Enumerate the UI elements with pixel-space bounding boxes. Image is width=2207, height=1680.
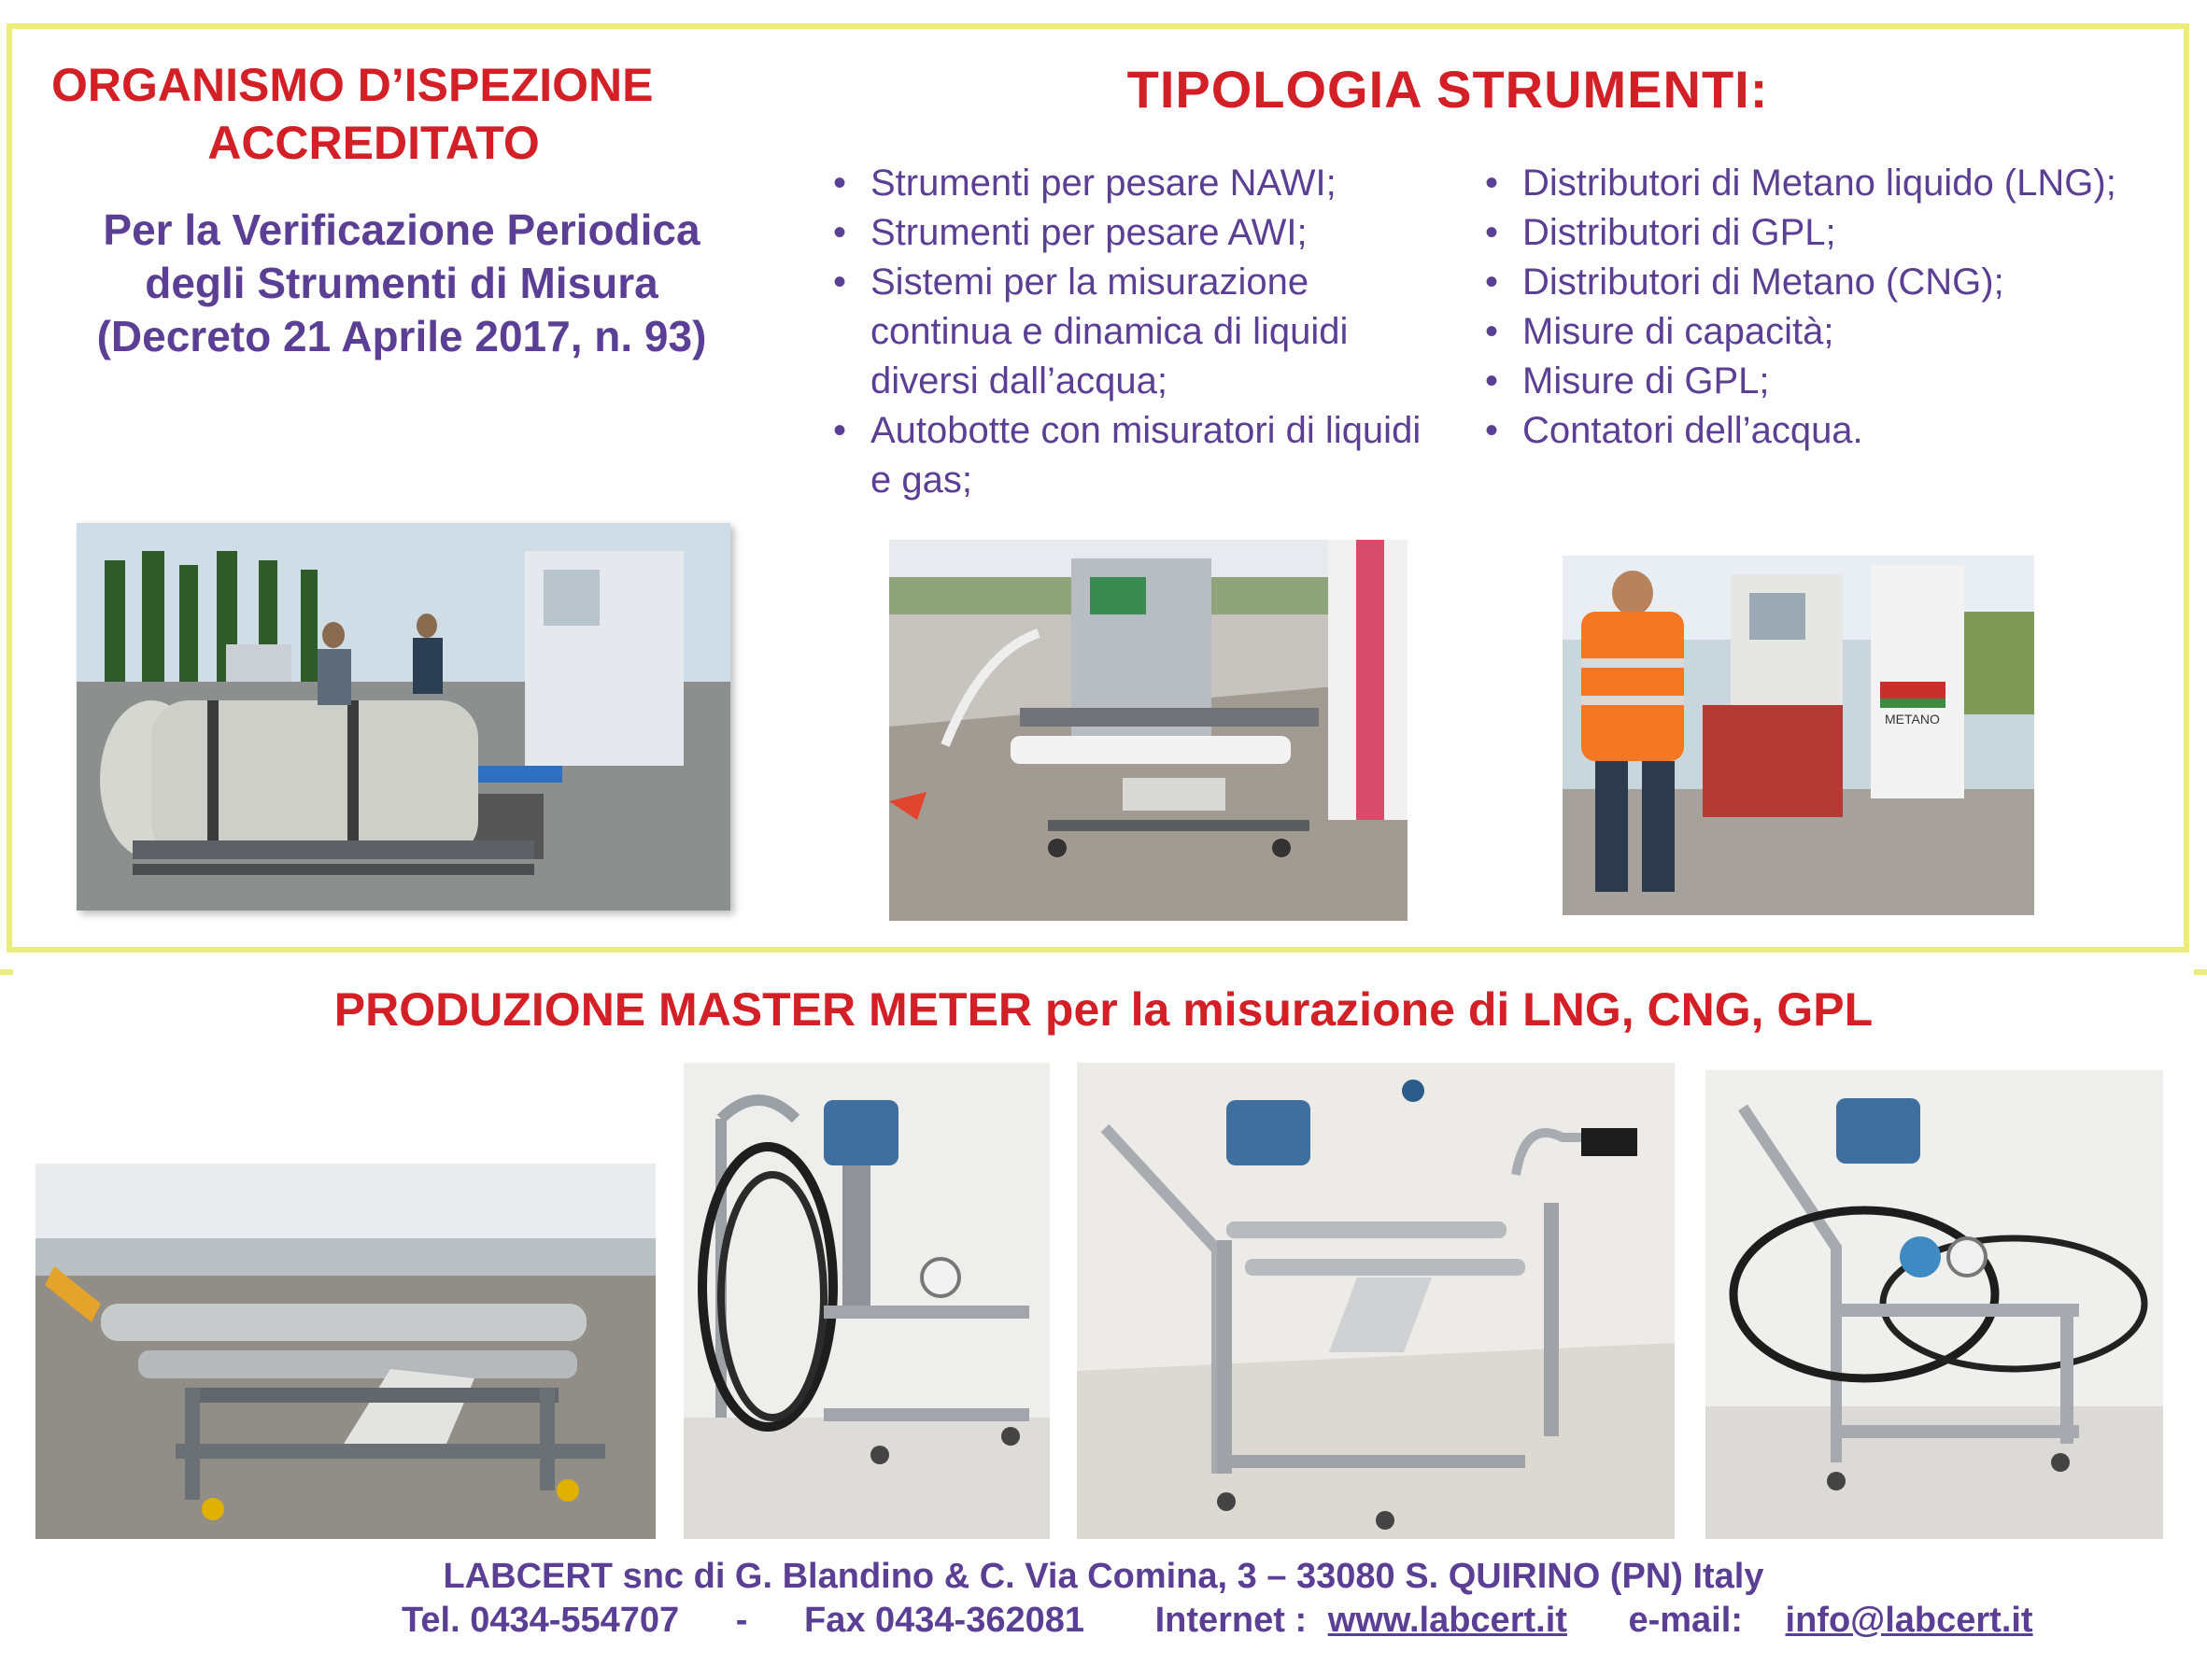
instruments-title: TIPOLOGIA STRUMENTI:	[1126, 60, 1769, 119]
metano-sign: METANO	[1885, 712, 1940, 727]
divider-tick-right	[2194, 969, 2207, 975]
list-item: • Autobotte con misuratori di liquidi e gas;	[833, 406, 1440, 505]
photo-inspector-metano	[1563, 556, 2034, 915]
photo-master-meter-1	[35, 1164, 656, 1539]
list-item: • Distributori di GPL;	[1485, 208, 2195, 258]
subtitle-line2: degli Strumenti di Misura	[145, 259, 658, 307]
list-item: • Sistemi per la misurazione continua e dinamica di liquidi diversi dall’acqua;	[833, 258, 1440, 406]
subtitle-line3: (Decreto 21 Aprile 2017, n. 93)	[96, 312, 707, 360]
list-item: • Strumenti per pesare AWI;	[833, 208, 1440, 258]
accreditation-title-line2: ACCREDITATO	[207, 117, 540, 169]
separator: -	[735, 1601, 748, 1640]
subtitle-line1: Per la Verificazione Periodica	[103, 205, 700, 254]
photo-lng-tank-trailer	[77, 523, 730, 911]
list-item: • Distributori di Metano (CNG);	[1485, 258, 2195, 307]
accreditation-subtitle	[56, 204, 747, 363]
company-address: LABCERT snc di G. Blandino & C. Via Comina, 3 – 33080 S. QUIRINO (PN) Italy	[443, 1557, 1764, 1596]
email-label: e-mail:	[1628, 1601, 1743, 1640]
internet-label: Internet :	[1154, 1601, 1308, 1640]
contact-line	[402, 1599, 2033, 1642]
instruments-list-b	[1485, 159, 2195, 456]
accreditation-title-line1: ORGANISMO D’ISPEZIONE	[51, 59, 654, 111]
photo-master-meter-2	[684, 1063, 1050, 1539]
fax: Fax 0434-362081	[803, 1601, 1085, 1640]
list-item: • Misure di capacità;	[1485, 307, 2195, 357]
list-item: • Misure di GPL;	[1485, 357, 2195, 406]
divider-tick-left	[0, 969, 13, 975]
email-link[interactable]: info@labcert.it	[1785, 1601, 2033, 1640]
production-title: PRODUZIONE MASTER METER per la misurazione di LNG, CNG, GPL	[333, 983, 1874, 1036]
telephone: Tel. 0434-554707	[402, 1601, 680, 1640]
list-item: • Distributori di Metano liquido (LNG);	[1485, 159, 2195, 208]
photo-master-meter-4	[1705, 1070, 2163, 1539]
list-item: • Strumenti per pesare NAWI;	[833, 159, 1440, 208]
accreditation-title	[37, 56, 710, 172]
list-item: • Contatori dell’acqua.	[1485, 406, 2195, 456]
photo-master-meter-3	[1077, 1063, 1675, 1539]
website-link[interactable]: www.labcert.it	[1327, 1601, 1567, 1640]
instruments-list-a	[833, 159, 1440, 505]
photo-master-meter-station	[889, 540, 1408, 921]
